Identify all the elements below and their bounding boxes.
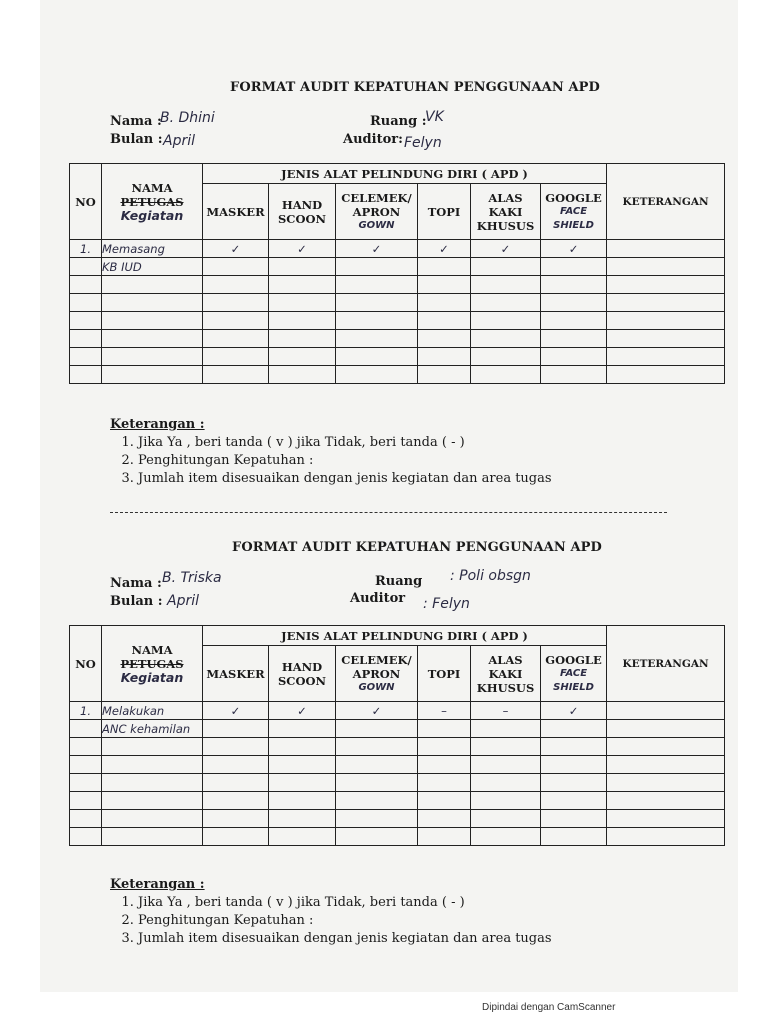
table-row <box>70 720 725 738</box>
cell-nama <box>102 294 203 312</box>
cell-no <box>70 294 102 312</box>
header-celemek-apron <box>336 646 418 702</box>
cell-google <box>541 720 607 738</box>
cell-google <box>541 330 607 348</box>
header-alas-kaki: ALAS KAKI KHUSUS <box>471 184 541 240</box>
cell-alas <box>471 294 541 312</box>
cell-keterangan <box>607 738 725 756</box>
cell-topi <box>418 258 471 276</box>
cell-hand-scoon <box>269 738 336 756</box>
cell-hand-scoon <box>269 828 336 846</box>
table-row <box>70 258 725 276</box>
cell-alas: ✓ <box>471 240 541 258</box>
nama-value: B. Triska <box>162 570 222 586</box>
cell-keterangan <box>607 774 725 792</box>
cell-celemek <box>336 810 418 828</box>
cell-nama <box>102 792 203 810</box>
cell-hand-scoon: ✓ <box>269 240 336 258</box>
cell-keterangan <box>607 792 725 810</box>
header-kegiatan-handwritten: Kegiatan <box>120 207 184 223</box>
cell-celemek <box>336 348 418 366</box>
cell-masker <box>203 348 269 366</box>
cell-no <box>70 366 102 384</box>
keterangan-item: 3. Jumlah item disesuaikan dengan jenis kegiatan dan area tugas <box>138 931 552 946</box>
header-celemek-label: CELEMEK/ APRON <box>341 190 412 219</box>
keterangan-item: 2. Penghitungan Kepatuhan : <box>138 913 552 928</box>
apd-table <box>69 163 725 384</box>
cell-keterangan <box>607 294 725 312</box>
header-masker: MASKER <box>203 184 269 240</box>
cell-masker <box>203 774 269 792</box>
cell-celemek <box>336 828 418 846</box>
cell-hand-scoon <box>269 756 336 774</box>
keterangan-title: Keterangan : <box>110 877 205 892</box>
cell-google <box>541 294 607 312</box>
cell-nama: Melakukan <box>102 702 203 720</box>
form-title: FORMAT AUDIT KEPATUHAN PENGGUNAAN APD <box>232 540 602 555</box>
keterangan-item: 3. Jumlah item disesuaikan dengan jenis kegiatan dan area tugas <box>138 471 552 486</box>
cell-no <box>70 312 102 330</box>
cell-nama <box>102 810 203 828</box>
cell-alas: – <box>471 702 541 720</box>
cell-celemek <box>336 774 418 792</box>
cell-topi <box>418 738 471 756</box>
cell-masker <box>203 792 269 810</box>
cell-topi <box>418 828 471 846</box>
cell-nama: KB IUD <box>102 258 203 276</box>
header-hand-scoon: HAND SCOON <box>269 646 336 702</box>
cell-celemek <box>336 738 418 756</box>
cell-hand-scoon <box>269 276 336 294</box>
cell-keterangan <box>607 240 725 258</box>
cell-nama: ANC kehamilan <box>102 720 203 738</box>
apd-table <box>69 625 725 846</box>
cell-nama <box>102 828 203 846</box>
cell-alas <box>471 774 541 792</box>
bulan-value: April <box>167 593 199 609</box>
cell-topi <box>418 720 471 738</box>
cell-keterangan <box>607 720 725 738</box>
cell-alas <box>471 330 541 348</box>
keterangan-block <box>110 877 552 949</box>
bulan-value: April <box>163 133 195 149</box>
cell-no <box>70 792 102 810</box>
ruang-value: VK <box>425 109 444 125</box>
cell-keterangan <box>607 810 725 828</box>
header-google <box>541 184 607 240</box>
cell-keterangan <box>607 702 725 720</box>
header-alas-kaki: ALAS KAKI KHUSUS <box>471 646 541 702</box>
cell-topi <box>418 276 471 294</box>
cell-keterangan <box>607 756 725 774</box>
cell-no <box>70 828 102 846</box>
cell-google <box>541 774 607 792</box>
cell-nama <box>102 276 203 294</box>
cell-nama <box>102 312 203 330</box>
cell-no <box>70 258 102 276</box>
auditor-value: : Felyn <box>423 596 470 612</box>
header-nama-petugas <box>102 626 203 702</box>
cell-nama <box>102 330 203 348</box>
cell-google <box>541 312 607 330</box>
cell-nama <box>102 738 203 756</box>
cell-keterangan <box>607 828 725 846</box>
cell-no <box>70 330 102 348</box>
table-row <box>70 294 725 312</box>
cell-masker <box>203 810 269 828</box>
cell-masker <box>203 312 269 330</box>
cell-topi <box>418 810 471 828</box>
cell-alas <box>471 720 541 738</box>
nama-value: B. Dhini <box>160 110 215 126</box>
cell-masker <box>203 720 269 738</box>
nama-label: Nama : <box>110 114 162 129</box>
cell-masker <box>203 276 269 294</box>
header-gown-handwritten: GOWN <box>358 681 395 693</box>
cell-hand-scoon <box>269 330 336 348</box>
cell-hand-scoon <box>269 774 336 792</box>
header-celemek-label: CELEMEK/ APRON <box>341 652 412 681</box>
cell-hand-scoon <box>269 720 336 738</box>
cell-alas <box>471 312 541 330</box>
header-apd-group: JENIS ALAT PELINDUNG DIRI ( APD ) <box>203 164 607 184</box>
cell-hand-scoon <box>269 810 336 828</box>
cell-masker <box>203 294 269 312</box>
cell-celemek <box>336 792 418 810</box>
table-row <box>70 348 725 366</box>
table-row <box>70 330 725 348</box>
cell-masker <box>203 756 269 774</box>
cell-topi <box>418 294 471 312</box>
cell-no <box>70 720 102 738</box>
bulan-label: Bulan : <box>110 132 163 147</box>
cell-celemek <box>336 330 418 348</box>
cell-google <box>541 366 607 384</box>
header-apd-group: JENIS ALAT PELINDUNG DIRI ( APD ) <box>203 626 607 646</box>
cell-alas <box>471 756 541 774</box>
cell-google <box>541 276 607 294</box>
cell-celemek <box>336 294 418 312</box>
cell-hand-scoon <box>269 312 336 330</box>
header-keterangan: KETERANGAN <box>607 626 725 702</box>
cell-hand-scoon <box>269 366 336 384</box>
cell-topi <box>418 774 471 792</box>
cell-hand-scoon <box>269 294 336 312</box>
cell-celemek <box>336 276 418 294</box>
ruang-label: Ruang <box>375 574 423 589</box>
cell-google <box>541 258 607 276</box>
keterangan-list <box>110 435 552 486</box>
keterangan-item: 2. Penghitungan Kepatuhan : <box>138 453 552 468</box>
cell-nama: Memasang <box>102 240 203 258</box>
cell-google <box>541 738 607 756</box>
form-title: FORMAT AUDIT KEPATUHAN PENGGUNAAN APD <box>230 80 600 95</box>
cell-masker <box>203 366 269 384</box>
cell-no <box>70 810 102 828</box>
keterangan-list <box>110 895 552 946</box>
cell-hand-scoon <box>269 792 336 810</box>
header-celemek-apron <box>336 184 418 240</box>
cell-keterangan <box>607 312 725 330</box>
auditor-value: Felyn <box>404 135 442 151</box>
cell-topi: – <box>418 702 471 720</box>
cell-celemek <box>336 312 418 330</box>
cell-alas <box>471 792 541 810</box>
cell-topi <box>418 792 471 810</box>
table-row <box>70 312 725 330</box>
table-row <box>70 702 725 720</box>
header-kegiatan-handwritten: Kegiatan <box>120 669 184 685</box>
cell-topi <box>418 312 471 330</box>
cell-topi: ✓ <box>418 240 471 258</box>
table-row <box>70 240 725 258</box>
table-row <box>70 276 725 294</box>
keterangan-title: Keterangan : <box>110 417 205 432</box>
cell-google: ✓ <box>541 240 607 258</box>
cell-masker <box>203 258 269 276</box>
cell-celemek <box>336 366 418 384</box>
table-row <box>70 774 725 792</box>
cell-masker <box>203 828 269 846</box>
cell-celemek: ✓ <box>336 702 418 720</box>
cell-masker: ✓ <box>203 702 269 720</box>
header-google <box>541 646 607 702</box>
cell-celemek <box>336 756 418 774</box>
cell-hand-scoon <box>269 258 336 276</box>
header-gown-handwritten: GOWN <box>358 219 395 231</box>
audit-form-2 <box>0 540 768 1000</box>
header-google-label: GOOGLE <box>545 190 602 205</box>
cell-no: 1. <box>70 702 102 720</box>
cell-topi <box>418 366 471 384</box>
cell-topi <box>418 348 471 366</box>
header-face-shield-handwritten: FACE SHIELD <box>553 205 594 231</box>
auditor-label: Auditor: <box>343 132 403 147</box>
cell-nama <box>102 774 203 792</box>
header-no: NO <box>70 626 102 702</box>
cell-no <box>70 738 102 756</box>
cell-masker: ✓ <box>203 240 269 258</box>
cell-alas <box>471 348 541 366</box>
table-row <box>70 756 725 774</box>
cell-celemek: ✓ <box>336 240 418 258</box>
header-keterangan: KETERANGAN <box>607 164 725 240</box>
auditor-label: Auditor <box>350 591 406 606</box>
header-petugas: PETUGAS <box>120 656 184 671</box>
cell-nama <box>102 366 203 384</box>
header-nama: NAMA <box>131 642 173 657</box>
cell-keterangan <box>607 348 725 366</box>
cell-celemek <box>336 720 418 738</box>
header-hand-scoon: HAND SCOON <box>269 184 336 240</box>
header-topi: TOPI <box>418 646 471 702</box>
cell-keterangan <box>607 366 725 384</box>
header-nama: NAMA <box>131 180 173 195</box>
apd-table-body <box>70 240 725 384</box>
cell-no: 1. <box>70 240 102 258</box>
cell-google: ✓ <box>541 702 607 720</box>
cell-alas <box>471 738 541 756</box>
cell-masker <box>203 330 269 348</box>
cell-google <box>541 348 607 366</box>
cell-google <box>541 828 607 846</box>
cell-no <box>70 774 102 792</box>
header-no: NO <box>70 164 102 240</box>
cell-nama <box>102 348 203 366</box>
keterangan-item: 1. Jika Ya , beri tanda ( v ) jika Tidak, beri tanda ( - ) <box>138 435 552 450</box>
ruang-label: Ruang : <box>370 114 427 129</box>
ruang-value: : Poli obsgn <box>450 568 531 584</box>
header-topi: TOPI <box>418 184 471 240</box>
header-masker: MASKER <box>203 646 269 702</box>
cell-keterangan <box>607 258 725 276</box>
nama-label: Nama : <box>110 576 162 591</box>
cell-alas <box>471 366 541 384</box>
table-row <box>70 792 725 810</box>
cell-alas <box>471 258 541 276</box>
table-row <box>70 828 725 846</box>
header-nama-petugas <box>102 164 203 240</box>
cell-google <box>541 756 607 774</box>
cell-google <box>541 810 607 828</box>
table-row <box>70 366 725 384</box>
table-row <box>70 810 725 828</box>
cell-no <box>70 348 102 366</box>
apd-table-body <box>70 702 725 846</box>
form-separator <box>110 512 667 513</box>
header-petugas: PETUGAS <box>120 194 184 209</box>
table-row <box>70 738 725 756</box>
scanner-watermark: Dipindai dengan CamScanner <box>482 1002 616 1013</box>
cell-topi <box>418 330 471 348</box>
header-google-label: GOOGLE <box>545 652 602 667</box>
cell-hand-scoon <box>269 348 336 366</box>
cell-alas <box>471 828 541 846</box>
cell-alas <box>471 810 541 828</box>
keterangan-block <box>110 417 552 489</box>
cell-alas <box>471 276 541 294</box>
cell-hand-scoon: ✓ <box>269 702 336 720</box>
cell-celemek <box>336 258 418 276</box>
bulan-label: Bulan : <box>110 594 163 609</box>
cell-masker <box>203 738 269 756</box>
cell-nama <box>102 756 203 774</box>
keterangan-item: 1. Jika Ya , beri tanda ( v ) jika Tidak, beri tanda ( - ) <box>138 895 552 910</box>
cell-google <box>541 792 607 810</box>
header-face-shield-handwritten: FACE SHIELD <box>553 667 594 693</box>
cell-keterangan <box>607 330 725 348</box>
cell-keterangan <box>607 276 725 294</box>
cell-topi <box>418 756 471 774</box>
cell-no <box>70 756 102 774</box>
cell-no <box>70 276 102 294</box>
audit-form-1 <box>0 80 768 540</box>
